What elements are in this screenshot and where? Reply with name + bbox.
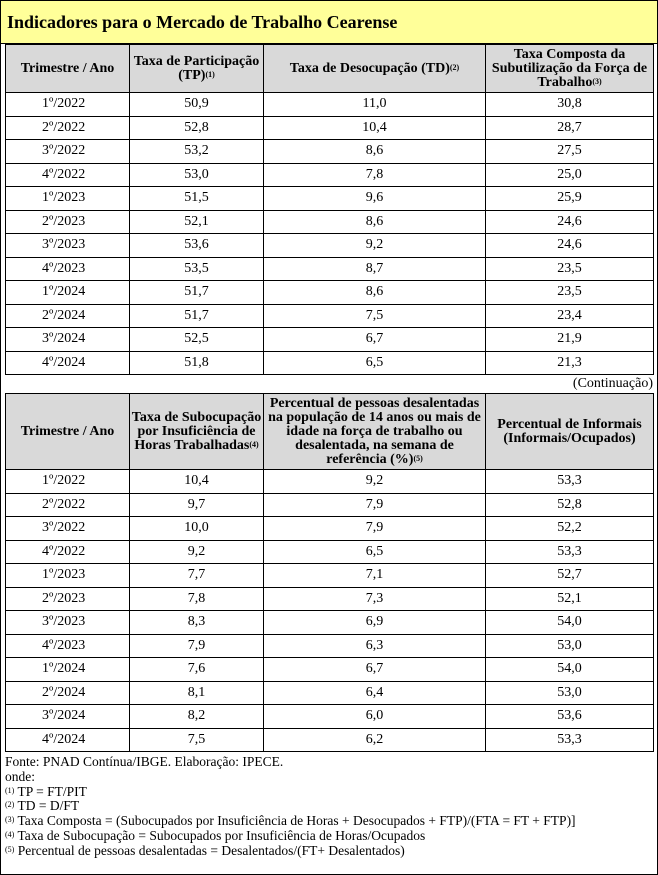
cell-p: 2º/2023 [6,210,130,234]
cell-td: 6,7 [264,328,486,352]
cell-tp: 53,0 [130,163,264,187]
cell-comp: 23,4 [486,304,654,328]
cell-comp: 24,6 [486,210,654,234]
cell-tp: 53,6 [130,234,264,258]
header-period-label: Trimestre / Ano [20,423,115,439]
cell-desal: 6,0 [264,705,486,729]
cell-sub: 7,5 [130,728,264,752]
footnote-ref-4: (4) [249,439,259,449]
cell-tp: 52,1 [130,210,264,234]
footnote-mark: (5) [5,844,15,854]
table-row [6,658,654,682]
cell-desal: 7,1 [264,564,486,588]
table-row [6,351,654,375]
table-row [6,93,654,117]
table-indicators-part2 [5,393,654,752]
cell-td: 10,4 [264,116,486,140]
cell-inf: 53,0 [486,634,654,658]
table-row [6,210,654,234]
cell-p: 3º/2024 [6,328,130,352]
cell-sub: 8,3 [130,611,264,635]
cell-sub: 9,2 [130,540,264,564]
cell-p: 4º/2022 [6,540,130,564]
footnote-item [5,785,657,800]
table2-body [6,470,654,752]
table-header-row [6,394,654,470]
header-informais [486,394,654,470]
cell-desal: 7,9 [264,517,486,541]
cell-inf: 52,1 [486,587,654,611]
cell-inf: 52,2 [486,517,654,541]
cell-p: 1º/2023 [6,564,130,588]
cell-p: 2º/2022 [6,116,130,140]
cell-p: 4º/2024 [6,728,130,752]
header-td [264,45,486,93]
cell-sub: 10,0 [130,517,264,541]
cell-p: 4º/2023 [6,257,130,281]
cell-tp: 52,5 [130,328,264,352]
cell-desal: 6,9 [264,611,486,635]
table-row [6,187,654,211]
onde-label: onde: [5,768,35,784]
cell-td: 6,5 [264,351,486,375]
table-row [6,634,654,658]
table-row [6,257,654,281]
table-row [6,728,654,752]
cell-p: 1º/2023 [6,187,130,211]
cell-comp: 24,6 [486,234,654,258]
table-row [6,705,654,729]
header-period [6,45,130,93]
table-row [6,163,654,187]
cell-td: 9,6 [264,187,486,211]
cell-p: 1º/2024 [6,658,130,682]
cell-sub: 8,1 [130,681,264,705]
cell-comp: 30,8 [486,93,654,117]
cell-p: 4º/2024 [6,351,130,375]
cell-comp: 27,5 [486,140,654,164]
header-period-label: Trimestre / Ano [20,60,115,76]
cell-p: 3º/2023 [6,234,130,258]
cell-comp: 25,0 [486,163,654,187]
cell-td: 8,7 [264,257,486,281]
footnote-text: Percentual de pessoas desalentadas = Desalentados/(FT+ Desalentados) [14,842,405,858]
header-desalentadas-label: Percentual de pessoas desalentadas na população de 14 anos ou mais de idade na força de trabalho ou desalentada, na semana de referência (%) [268,395,481,467]
cell-desal: 6,4 [264,681,486,705]
cell-sub: 10,4 [130,470,264,494]
cell-p: 4º/2022 [6,163,130,187]
cell-comp: 25,9 [486,187,654,211]
cell-td: 7,8 [264,163,486,187]
cell-sub: 7,6 [130,658,264,682]
cell-tp: 53,2 [130,140,264,164]
header-composite-label: Taxa Composta da Subutilização da Força de Trabalho [491,46,648,90]
header-composite [486,45,654,93]
table-row [6,140,654,164]
footnote-text: Taxa de Subocupação = Subocupados por Insuficiência de Horas/Ocupados [14,827,426,843]
table-row [6,564,654,588]
cell-p: 4º/2023 [6,634,130,658]
cell-tp: 51,5 [130,187,264,211]
table-row [6,611,654,635]
cell-desal: 9,2 [264,470,486,494]
cell-p: 3º/2022 [6,517,130,541]
cell-comp: 21,9 [486,328,654,352]
cell-inf: 53,3 [486,540,654,564]
footnote-ref-2: (2) [449,62,460,72]
cell-desal: 6,3 [264,634,486,658]
header-subocupacao [130,394,264,470]
table-row [6,493,654,517]
cell-comp: 23,5 [486,281,654,305]
table-row [6,587,654,611]
header-desalentadas [264,394,486,470]
cell-desal: 6,7 [264,658,486,682]
footnote-ref-5: (5) [413,453,423,463]
footnote-item [5,799,657,814]
cell-tp: 51,8 [130,351,264,375]
page-title: Indicadores para o Mercado de Trabalho Cearense [1,1,657,44]
table-row [6,304,654,328]
cell-sub: 7,8 [130,587,264,611]
cell-tp: 53,5 [130,257,264,281]
footnote-text: TD = D/FT [14,798,80,814]
table-row [6,517,654,541]
cell-p: 2º/2024 [6,304,130,328]
cell-sub: 7,9 [130,634,264,658]
footnote-ref-1: (1) [205,69,215,79]
cell-p: 1º/2024 [6,281,130,305]
cell-desal: 7,3 [264,587,486,611]
table-indicators-part1 [5,44,654,375]
header-subocupacao-label: Taxa de Subocupação por Insuficiência de Horas Trabalhadas [131,409,262,453]
cell-inf: 52,7 [486,564,654,588]
cell-inf: 53,3 [486,470,654,494]
cell-p: 2º/2024 [6,681,130,705]
cell-p: 3º/2023 [6,611,130,635]
footnote-mark: (2) [5,800,15,810]
table-row [6,540,654,564]
footnotes [1,752,657,859]
cell-desal: 6,2 [264,728,486,752]
cell-desal: 7,9 [264,493,486,517]
table-row [6,116,654,140]
table-row [6,470,654,494]
notes-list [5,785,657,859]
cell-p: 3º/2024 [6,705,130,729]
table-row [6,281,654,305]
footnote-mark: (4) [5,829,15,839]
footnote-mark: (3) [5,815,15,825]
cell-td: 8,6 [264,140,486,164]
cell-tp: 52,8 [130,116,264,140]
cell-sub: 7,7 [130,564,264,588]
cell-inf: 53,6 [486,705,654,729]
table-header-row [6,45,654,93]
cell-inf: 54,0 [486,658,654,682]
cell-td: 8,6 [264,210,486,234]
cell-td: 7,5 [264,304,486,328]
cell-comp: 28,7 [486,116,654,140]
footnote-text: TP = FT/PIT [14,783,87,799]
continuation-label: (Continuação) [572,376,653,391]
cell-p: 2º/2022 [6,493,130,517]
cell-td: 9,2 [264,234,486,258]
footnote-mark: (1) [5,785,15,795]
cell-inf: 54,0 [486,611,654,635]
cell-sub: 8,2 [130,705,264,729]
cell-sub: 9,7 [130,493,264,517]
table-row [6,328,654,352]
cell-p: 1º/2022 [6,93,130,117]
cell-tp: 51,7 [130,281,264,305]
cell-tp: 51,7 [130,304,264,328]
cell-inf: 53,0 [486,681,654,705]
header-informais-label: Percentual de Informais (Informais/Ocupados) [497,416,642,446]
footnote-item [5,814,657,829]
header-tp-label: Taxa de Participação (TP) [133,53,260,83]
cell-p: 3º/2022 [6,140,130,164]
cell-p: 1º/2022 [6,470,130,494]
header-tp [130,45,264,93]
footnote-item [5,829,657,844]
cell-comp: 23,5 [486,257,654,281]
table-row [6,234,654,258]
table1-body [6,93,654,375]
cell-td: 11,0 [264,93,486,117]
header-td-label: Taxa de Desocupação (TD) [289,60,450,76]
footnote-item [5,844,657,859]
source-line: Fonte: PNAD Contínua/IBGE. Elaboração: IPECE. [5,754,284,769]
cell-td: 8,6 [264,281,486,305]
header-period [6,394,130,470]
cell-inf: 52,8 [486,493,654,517]
table-row [6,681,654,705]
footnote-ref-3: (3) [592,76,602,86]
cell-comp: 21,3 [486,351,654,375]
cell-p: 2º/2023 [6,587,130,611]
cell-desal: 6,5 [264,540,486,564]
cell-tp: 50,9 [130,93,264,117]
cell-inf: 53,3 [486,728,654,752]
footnote-text: Taxa Composta = (Subocupados por Insuficiência de Horas + Desocupados + FTP)/(FTA = FT + FTP)] [14,813,576,829]
